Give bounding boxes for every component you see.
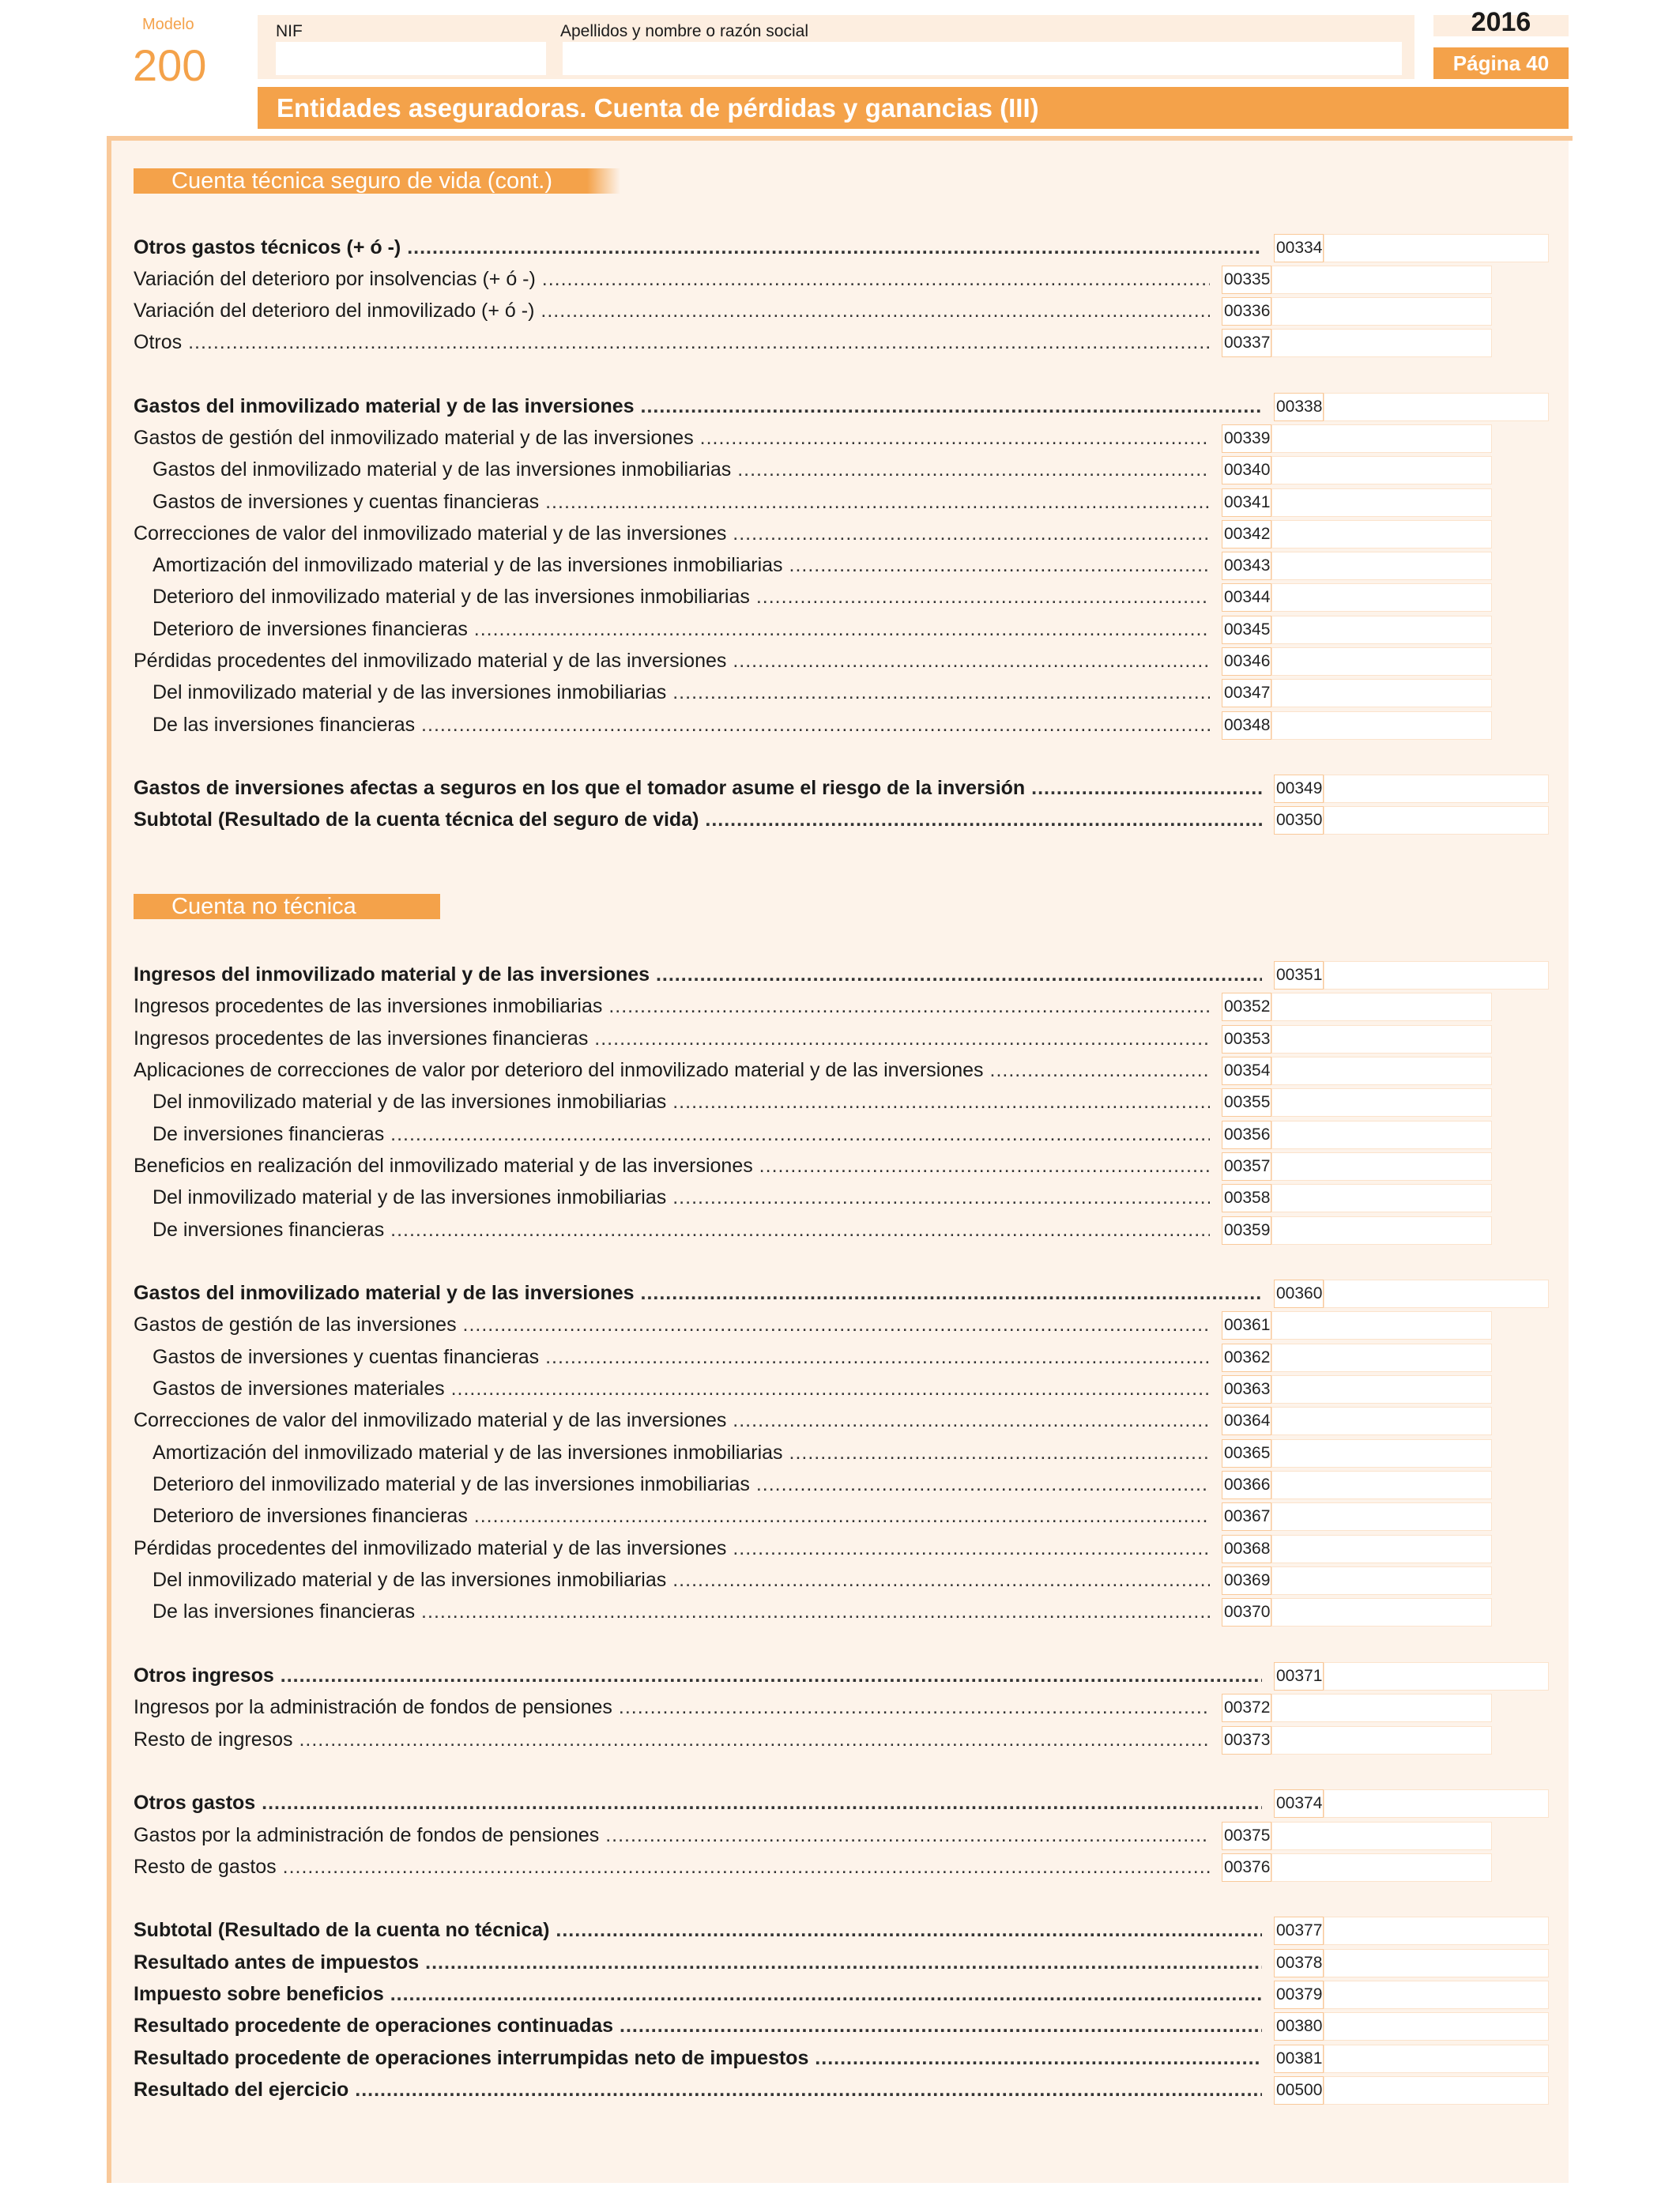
box-code: 00340 — [1222, 456, 1271, 484]
box-code: 00379 — [1274, 1981, 1324, 2009]
amount-field[interactable] — [1324, 961, 1549, 990]
row-label: Variación del deterioro del inmovilizado (+ ó -) ..... — [134, 297, 1210, 324]
row-label: De inversiones financieras ..... — [134, 1216, 1210, 1243]
box-code: 00375 — [1222, 1822, 1271, 1850]
panel-left-border — [107, 136, 111, 2183]
box-code: 00367 — [1222, 1502, 1271, 1531]
amount-field[interactable] — [1324, 1280, 1549, 1308]
box-code: 00342 — [1222, 520, 1271, 548]
amount-field[interactable] — [1324, 2045, 1549, 2073]
nif-input[interactable] — [276, 42, 546, 75]
box-code: 00370 — [1222, 1598, 1271, 1627]
box-code: 00369 — [1222, 1566, 1271, 1595]
apellidos-label: Apellidos y nombre o razón social — [560, 22, 808, 40]
box-code: 00378 — [1274, 1949, 1324, 1977]
page-title: Entidades aseguradoras. Cuenta de pérdidas y ganancias (III) — [258, 87, 1569, 129]
modelo-number: 200 — [133, 40, 207, 90]
box-code: 00363 — [1222, 1375, 1271, 1404]
row-label: Resto de ingresos ..... — [134, 1726, 1210, 1753]
amount-field[interactable] — [1271, 329, 1492, 357]
box-code: 00361 — [1222, 1311, 1271, 1340]
row-label: Otros ..... — [134, 329, 1210, 356]
box-code: 00362 — [1222, 1344, 1271, 1372]
row-label: Gastos de inversiones materiales ..... — [134, 1375, 1210, 1402]
row-label: Ingresos por la administración de fondos de pensiones ..... — [134, 1694, 1210, 1721]
box-code: 00360 — [1274, 1280, 1324, 1308]
box-code: 00341 — [1222, 488, 1271, 517]
panel-top-border — [107, 136, 1573, 141]
amount-field[interactable] — [1271, 993, 1492, 1021]
amount-field[interactable] — [1271, 1439, 1492, 1468]
box-code: 00358 — [1222, 1184, 1271, 1212]
row-label: Resultado procedente de operaciones interrumpidas neto de impuestos ..... — [134, 2045, 1262, 2071]
box-code: 00357 — [1222, 1152, 1271, 1181]
box-code: 00364 — [1222, 1407, 1271, 1435]
amount-field[interactable] — [1271, 1535, 1492, 1563]
row-label: Del inmovilizado material y de las inversiones inmobiliarias ..... — [134, 1184, 1210, 1211]
row-label: Del inmovilizado material y de las inversiones inmobiliarias ..... — [134, 1088, 1210, 1115]
row-label: Gastos por la administración de fondos de pensiones ..... — [134, 1822, 1210, 1849]
box-code: 00377 — [1274, 1917, 1324, 1945]
row-label: Aplicaciones de correcciones de valor por deterioro del inmovilizado material y de las inversiones ..... — [134, 1057, 1210, 1084]
amount-field[interactable] — [1271, 1598, 1492, 1627]
apellidos-input[interactable] — [563, 42, 1402, 75]
box-code: 00337 — [1222, 329, 1271, 357]
box-code: 00335 — [1222, 266, 1271, 294]
box-code: 00338 — [1274, 393, 1324, 421]
box-code: 00334 — [1274, 234, 1324, 262]
section-fade — [587, 168, 620, 194]
box-code: 00345 — [1222, 616, 1271, 644]
row-label: Otros ingresos ..... — [134, 1662, 1262, 1689]
amount-field[interactable] — [1324, 2012, 1549, 2041]
amount-field[interactable] — [1271, 679, 1492, 707]
row-label: Amortización del inmovilizado material y de las inversiones inmobiliarias ..... — [134, 1439, 1210, 1466]
amount-field[interactable] — [1271, 1726, 1492, 1755]
amount-field[interactable] — [1324, 1662, 1549, 1691]
row-label: Gastos de gestión del inmovilizado material y de las inversiones ..... — [134, 424, 1210, 451]
row-label: Subtotal (Resultado de la cuenta no técnica) ..... — [134, 1917, 1262, 1943]
row-label: Resultado del ejercicio ..... — [134, 2076, 1262, 2103]
amount-field[interactable] — [1271, 711, 1492, 740]
row-label: Ingresos procedentes de las inversiones financieras ..... — [134, 1025, 1210, 1052]
amount-field[interactable] — [1271, 297, 1492, 326]
amount-field[interactable] — [1271, 1057, 1492, 1085]
box-code: 00376 — [1222, 1853, 1271, 1882]
box-code: 00346 — [1222, 647, 1271, 676]
box-code: 00371 — [1274, 1662, 1324, 1691]
box-code: 00365 — [1222, 1439, 1271, 1468]
amount-field[interactable] — [1324, 1981, 1549, 2009]
box-code: 00374 — [1274, 1789, 1324, 1818]
modelo-label: Modelo — [142, 16, 194, 33]
amount-field[interactable] — [1324, 1917, 1549, 1945]
row-label: Pérdidas procedentes del inmovilizado material y de las inversiones ..... — [134, 1535, 1210, 1562]
row-label: Gastos de inversiones y cuentas financieras ..... — [134, 488, 1210, 515]
row-label: De las inversiones financieras ..... — [134, 1598, 1210, 1625]
amount-field[interactable] — [1271, 266, 1492, 294]
amount-field[interactable] — [1271, 520, 1492, 548]
amount-field[interactable] — [1271, 1375, 1492, 1404]
row-label: Variación del deterioro por insolvencias (+ ó -) ..... — [134, 266, 1210, 292]
row-label: Beneficios en realización del inmovilizado material y de las inversiones ..... — [134, 1152, 1210, 1179]
box-code: 00339 — [1222, 424, 1271, 453]
row-label: Gastos del inmovilizado material y de las inversiones ..... — [134, 393, 1262, 420]
row-label: Gastos de inversiones afectas a seguros en los que el tomador asume el riesgo de la inversión ..... — [134, 775, 1262, 801]
row-label: Ingresos procedentes de las inversiones inmobiliarias ..... — [134, 993, 1210, 1020]
box-code: 00381 — [1274, 2045, 1324, 2073]
box-code: 00356 — [1222, 1121, 1271, 1149]
amount-field[interactable] — [1271, 1152, 1492, 1181]
row-label: Gastos del inmovilizado material y de las inversiones inmobiliarias ..... — [134, 456, 1210, 483]
row-label: Deterioro del inmovilizado material y de las inversiones inmobiliarias ..... — [134, 583, 1210, 610]
amount-field[interactable] — [1271, 1088, 1492, 1117]
box-code: 00355 — [1222, 1088, 1271, 1117]
row-label: Resultado antes de impuestos ..... — [134, 1949, 1262, 1976]
amount-field[interactable] — [1271, 1694, 1492, 1722]
box-code: 00348 — [1222, 711, 1271, 740]
amount-field[interactable] — [1271, 1471, 1492, 1499]
section-title: Cuenta no técnica — [171, 894, 356, 919]
row-label: Ingresos del inmovilizado material y de las inversiones ..... — [134, 961, 1262, 988]
amount-field[interactable] — [1271, 424, 1492, 453]
box-code: 00359 — [1222, 1216, 1271, 1245]
box-code: 00336 — [1222, 297, 1271, 326]
row-label: Resto de gastos ..... — [134, 1853, 1210, 1880]
amount-field[interactable] — [1324, 1789, 1549, 1818]
amount-field[interactable] — [1324, 775, 1549, 803]
row-label: Resultado procedente de operaciones continuadas ..... — [134, 2012, 1262, 2039]
section-header-vida — [134, 168, 587, 194]
row-label: Deterioro de inversiones financieras ..... — [134, 616, 1210, 643]
form-year: 2016 — [1471, 7, 1531, 37]
box-code: 00354 — [1222, 1057, 1271, 1085]
box-code: 00352 — [1222, 993, 1271, 1021]
row-label: De inversiones financieras ..... — [134, 1121, 1210, 1148]
amount-field[interactable] — [1324, 234, 1549, 262]
box-code: 00373 — [1222, 1726, 1271, 1755]
amount-field[interactable] — [1271, 1121, 1492, 1149]
amount-field[interactable] — [1271, 1344, 1492, 1372]
row-label: Pérdidas procedentes del inmovilizado material y de las inversiones ..... — [134, 647, 1210, 674]
amount-field[interactable] — [1271, 552, 1492, 580]
amount-field[interactable] — [1271, 1311, 1492, 1340]
box-code: 00344 — [1222, 583, 1271, 612]
box-code: 00347 — [1222, 679, 1271, 707]
row-label: Gastos del inmovilizado material y de las inversiones ..... — [134, 1280, 1262, 1306]
amount-field[interactable] — [1324, 1949, 1549, 1977]
amount-field[interactable] — [1324, 2076, 1549, 2105]
row-label: Del inmovilizado material y de las inversiones inmobiliarias ..... — [134, 1566, 1210, 1593]
section-title: Cuenta técnica seguro de vida (cont.) — [171, 168, 552, 194]
amount-field[interactable] — [1271, 616, 1492, 644]
row-label: Deterioro del inmovilizado material y de las inversiones inmobiliarias ..... — [134, 1471, 1210, 1498]
box-code: 00353 — [1222, 1025, 1271, 1054]
amount-field[interactable] — [1271, 583, 1492, 612]
row-label: Gastos de inversiones y cuentas financieras ..... — [134, 1344, 1210, 1370]
row-label: Otros gastos técnicos (+ ó -) ..... — [134, 234, 1262, 261]
page-number: Página 40 — [1433, 47, 1569, 79]
row-label: Correcciones de valor del inmovilizado material y de las inversiones ..... — [134, 1407, 1210, 1434]
amount-field[interactable] — [1271, 1822, 1492, 1850]
row-label: Gastos de gestión de las inversiones ..... — [134, 1311, 1210, 1338]
row-label: De las inversiones financieras ..... — [134, 711, 1210, 738]
box-code: 00351 — [1274, 961, 1324, 990]
amount-field[interactable] — [1271, 1566, 1492, 1595]
amount-field[interactable] — [1324, 806, 1549, 835]
row-label: Subtotal (Resultado de la cuenta técnica del seguro de vida) ..... — [134, 806, 1262, 833]
amount-field[interactable] — [1271, 1407, 1492, 1435]
amount-field[interactable] — [1324, 393, 1549, 421]
amount-field[interactable] — [1271, 1025, 1492, 1054]
box-code: 00368 — [1222, 1535, 1271, 1563]
amount-field[interactable] — [1271, 456, 1492, 484]
section-header-no-tecnica — [134, 894, 440, 919]
amount-field[interactable] — [1271, 1216, 1492, 1245]
nif-label: NIF — [276, 22, 303, 40]
amount-field[interactable] — [1271, 1184, 1492, 1212]
amount-field[interactable] — [1271, 647, 1492, 676]
row-label: Amortización del inmovilizado material y de las inversiones inmobiliarias ..... — [134, 552, 1210, 579]
box-code: 00343 — [1222, 552, 1271, 580]
box-code: 00350 — [1274, 806, 1324, 835]
box-code: 00349 — [1274, 775, 1324, 803]
box-code: 00366 — [1222, 1471, 1271, 1499]
row-label: Del inmovilizado material y de las inversiones inmobiliarias ..... — [134, 679, 1210, 706]
box-code: 00380 — [1274, 2012, 1324, 2041]
amount-field[interactable] — [1271, 488, 1492, 517]
row-label: Impuesto sobre beneficios ..... — [134, 1981, 1262, 2007]
amount-field[interactable] — [1271, 1853, 1492, 1882]
box-code: 00500 — [1274, 2076, 1324, 2105]
box-code: 00372 — [1222, 1694, 1271, 1722]
amount-field[interactable] — [1271, 1502, 1492, 1531]
row-label: Correcciones de valor del inmovilizado material y de las inversiones ..... — [134, 520, 1210, 547]
row-label: Otros gastos ..... — [134, 1789, 1262, 1816]
row-label: Deterioro de inversiones financieras ..... — [134, 1502, 1210, 1529]
